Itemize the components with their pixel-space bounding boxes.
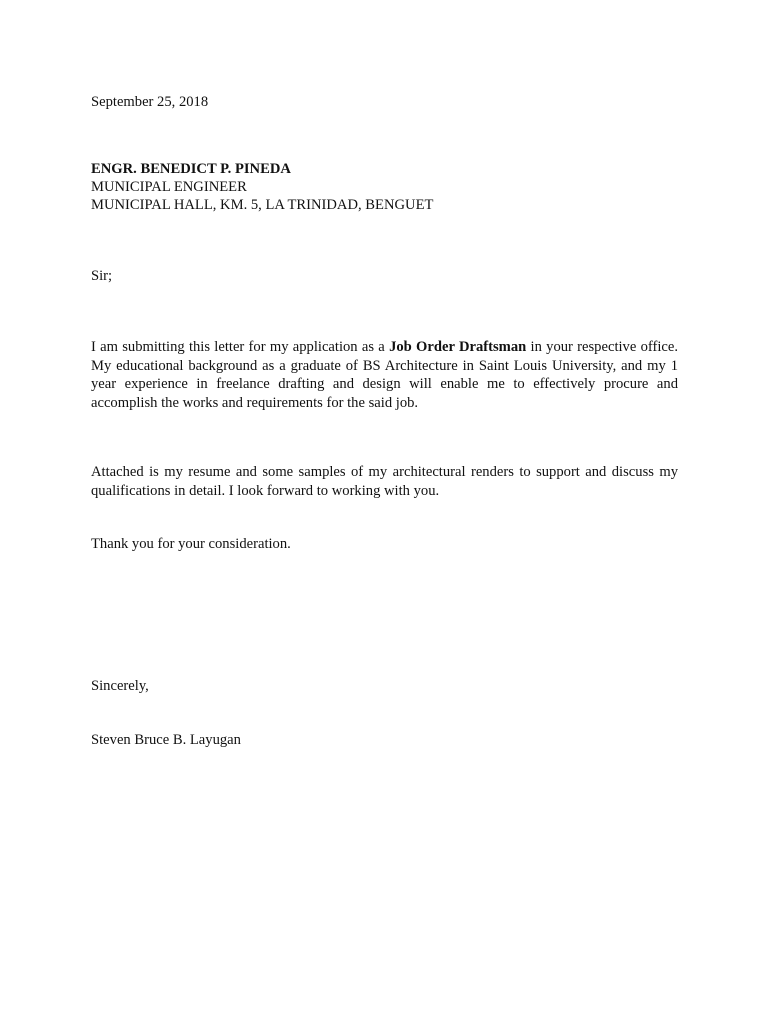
paragraph-1-rest: in your respective office. My educational background as a graduate of BS Architecture in Saint Louis University, and my 1 year experience in freelance drafting and design will enable me to effectively procure and accomplish the works and requirements for the said job. [91, 339, 679, 411]
salutation: Sir; [91, 268, 113, 284]
body-paragraph-1 [91, 338, 678, 412]
body-paragraph-2: Attached is my resume and some samples of my architectural renders to support and discuss my qualifications in detail. I look forward to working with you. [91, 464, 678, 499]
paragraph-1-intro: I am submitting this letter for my application as a [91, 339, 390, 355]
recipient-title: MUNICIPAL ENGINEER [91, 179, 247, 195]
closing: Sincerely, [91, 678, 149, 694]
body-paragraph-3: Thank you for your consideration. [91, 536, 291, 552]
signature-name: Steven Bruce B. Layugan [91, 732, 241, 748]
recipient-block [91, 160, 433, 214]
recipient-name: ENGR. BENEDICT P. PINEDA [91, 161, 291, 177]
recipient-address: MUNICIPAL HALL, KM. 5, LA TRINIDAD, BENGUET [91, 197, 434, 213]
letter-date: September 25, 2018 [91, 94, 209, 110]
job-title-emphasis: Job Order Draftsman [389, 339, 527, 355]
